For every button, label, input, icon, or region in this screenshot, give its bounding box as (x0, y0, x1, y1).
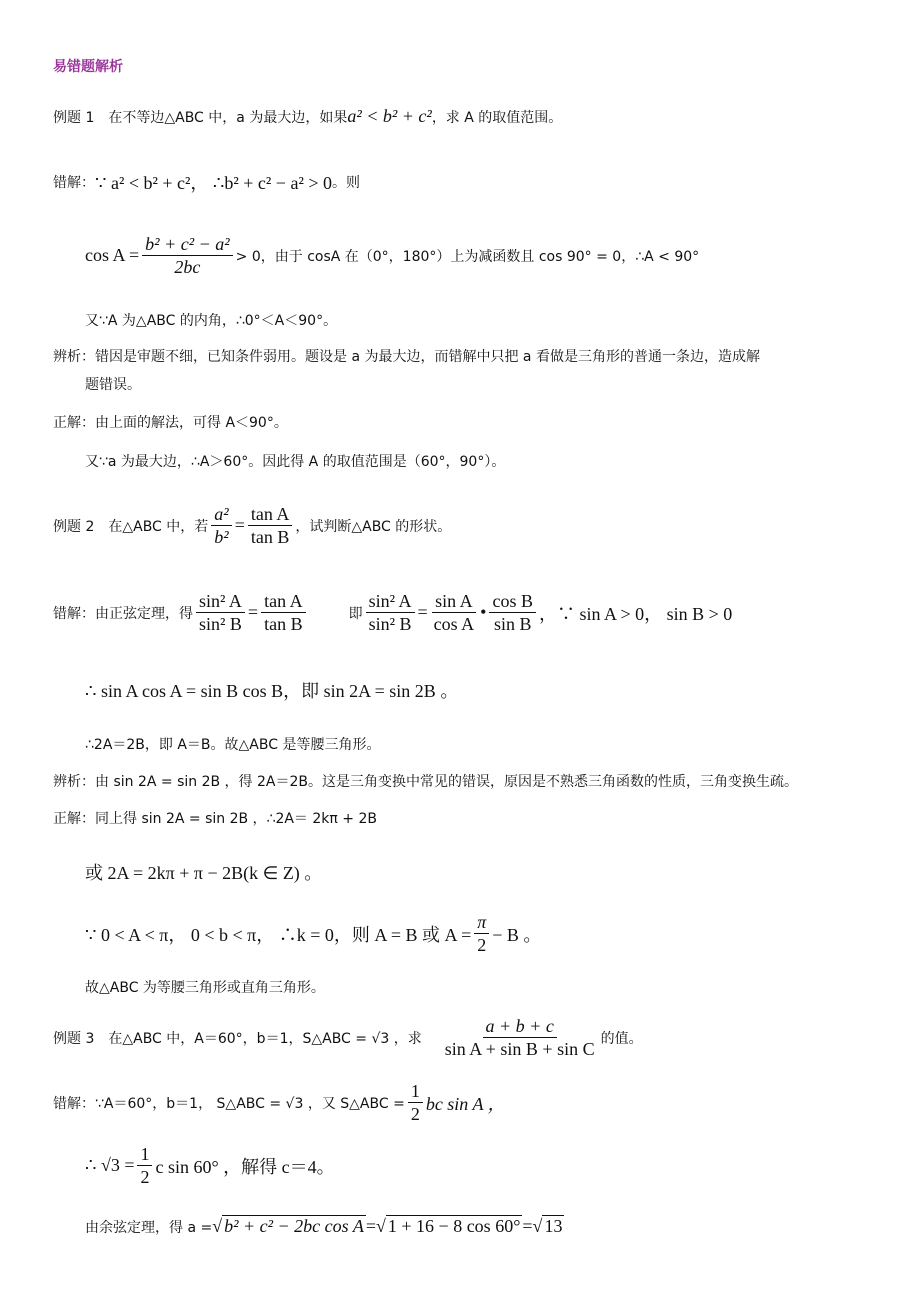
numerator: tan A (248, 503, 293, 526)
numerator: 1 (137, 1143, 152, 1166)
example2-question (53, 503, 451, 548)
formula-line: ∴ sin A cos A = sin B cos B，即 sin 2A = sin 2B 。 (85, 681, 459, 701)
sqrt: √ 13 (532, 1216, 563, 1236)
numerator: b² + c² − a² (142, 233, 232, 256)
denominator: sin B (493, 614, 532, 634)
analysis-text: 辨析：由 sin 2A = sin 2B ，得 2A＝2B。这是三角变换中常见的错误，原因是不熟悉三角函数的性质，三角变换生疏。 (53, 774, 798, 790)
text: 。则 (332, 175, 360, 191)
numerator: sin² A (196, 590, 245, 613)
radicand: 13 (544, 1216, 563, 1236)
formula: ，∵ sin A > 0， sin B > 0 (538, 603, 733, 624)
denominator: cos A (433, 614, 475, 634)
numerator: cos B (489, 590, 536, 613)
example3-wrong (53, 1080, 506, 1125)
text: ，试判断△ABC 的形状。 (295, 518, 452, 535)
analysis-text: 题错误。 (85, 377, 141, 393)
radicand: b² + c² − 2bc cos A (224, 1216, 364, 1236)
numerator: sin A (432, 590, 476, 613)
fraction (431, 590, 478, 635)
fraction (261, 590, 306, 635)
numerator: a² (211, 503, 231, 526)
formula: − B 。 (492, 924, 542, 945)
formula: ∵ a² < b² + c²， ∴b² + c² − a² > 0 (95, 173, 332, 193)
denominator: sin A + sin B + sin C (444, 1039, 595, 1059)
dot: • (480, 602, 487, 622)
fraction (248, 503, 293, 548)
formula: a² < b² + c² (347, 106, 432, 126)
text-line: ∴2A＝2B，即 A＝B。故△ABC 是等腰三角形。 (85, 737, 381, 753)
text: 例题 1 在不等边△ABC 中，a 为最大边，如果 (53, 109, 348, 126)
denominator: 2bc (174, 257, 201, 277)
page-title: 易错题解析 (53, 59, 123, 75)
text-line: 故△ABC 为等腰三角形或直角三角形。 (85, 980, 325, 996)
formula: bc sin A ， (425, 1093, 506, 1114)
correct-text: 正解：同上得 sin 2A = sin 2B ，∴2A＝ 2kπ + 2B (53, 811, 377, 827)
equals: = (417, 602, 428, 622)
fraction (366, 590, 415, 635)
text-line: 又∵A 为△ABC 的内角，∴0°＜A＜90°。 (85, 313, 338, 329)
equals: = (522, 1216, 533, 1236)
text: 由余弦定理，得 a = (85, 1219, 213, 1236)
fraction (442, 1015, 598, 1060)
denominator: 2 (477, 935, 487, 955)
text: > 0，由于 cosA 在（0°，180°）上为减函数且 cos 90° = 0，∴A < 90° (235, 248, 700, 265)
example3-question (53, 1015, 643, 1060)
example1-question (53, 106, 562, 127)
example2-wrong (53, 590, 732, 635)
sqrt: √ b² + c² − 2bc cos A (212, 1216, 364, 1236)
formula: ∴ √3 = (85, 1155, 135, 1175)
denominator: 2 (140, 1167, 150, 1187)
equals: = (365, 1216, 376, 1236)
equals: = (247, 602, 259, 622)
numerator: sin² A (366, 590, 415, 613)
example1-wrong (53, 169, 360, 195)
fraction (142, 233, 232, 278)
radicand: 1 + 16 − 8 cos 60° (387, 1216, 521, 1236)
formula: cos A = (85, 245, 140, 265)
condition-line (85, 911, 541, 956)
formula-line: 或 2A = 2kπ + π − 2B(k ∈ Z) 。 (85, 863, 323, 883)
fraction (137, 1143, 152, 1188)
fraction (489, 590, 536, 635)
text: 例题 2 在△ABC 中，若 (53, 518, 209, 535)
denominator: tan B (264, 614, 303, 634)
denominator: b² (214, 527, 229, 547)
sqrt: √ 1 + 16 − 8 cos 60° (376, 1216, 521, 1236)
fraction (196, 590, 245, 635)
numerator: a + b + c (483, 1015, 557, 1038)
text: 的值。 (600, 1030, 643, 1047)
text: 例题 3 在△ABC 中，A＝60°，b＝1，S△ABC = √3 ，求 (53, 1030, 422, 1047)
analysis-text: 辨析：错因是审题不细，已知条件弱用。题设是 a 为最大边，而错解中只把 a 看做是三角形的普通一条边，造成解 (53, 349, 760, 365)
example3-line3 (85, 1216, 564, 1237)
denominator: sin² B (368, 614, 412, 634)
correct-text: 正解：由上面的解法，可得 A＜90°。 (53, 415, 288, 431)
example3-line2 (85, 1143, 335, 1188)
label: 错解： (53, 175, 95, 191)
label: 错解：由正弦定理，得 (53, 605, 193, 622)
text: 错解：∵A＝60°，b＝1， S△ABC = √3 ，又 S△ABC = (53, 1095, 405, 1112)
equals: = (234, 515, 245, 535)
fraction (474, 911, 489, 956)
text: ，求 A 的取值范围。 (431, 109, 563, 126)
formula: c sin 60° ，解得 c＝4。 (155, 1156, 335, 1177)
fraction (211, 503, 231, 548)
fraction (408, 1080, 423, 1125)
correct-text: 又∵a 为最大边，∴A＞60°。因此得 A 的取值范围是（60°，90°）。 (85, 454, 506, 470)
denominator: tan B (250, 527, 290, 547)
denominator: 2 (410, 1104, 420, 1124)
numerator: π (474, 911, 489, 934)
numerator: tan A (261, 590, 306, 613)
example1-cos-line (85, 233, 699, 278)
denominator: sin² B (199, 614, 242, 634)
numerator: 1 (408, 1080, 423, 1103)
formula: ∵ 0 < A < π， 0 < b < π， ∴k = 0，则 A = B 或 A = (85, 924, 472, 945)
text: 即 (348, 605, 363, 622)
